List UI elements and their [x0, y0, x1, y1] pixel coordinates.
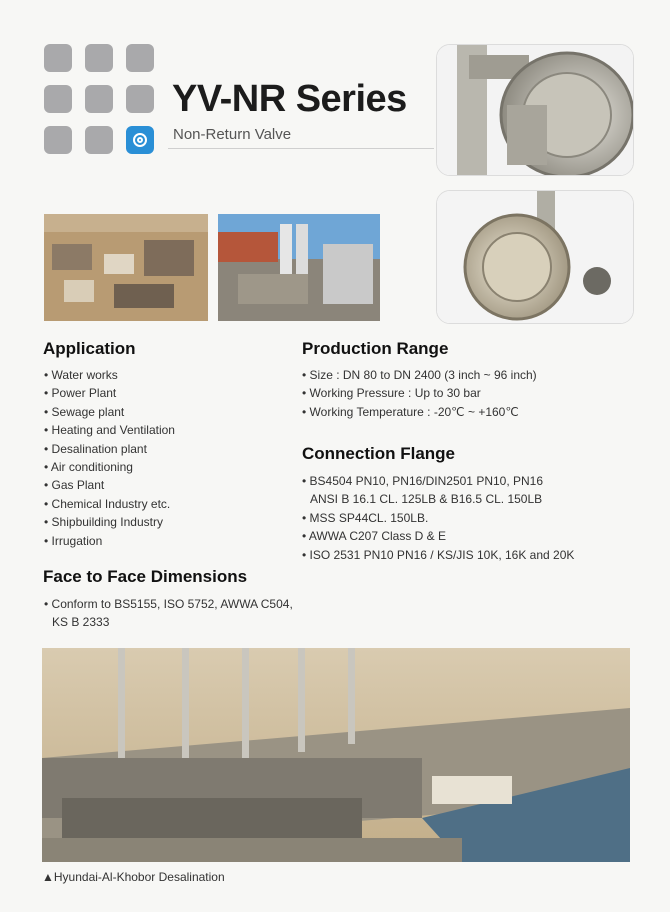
plant-photo-1	[44, 214, 208, 321]
list-item: • Working Pressure : Up to 30 bar	[302, 384, 537, 402]
grid-square	[44, 44, 72, 72]
list-item: • Sewage plant	[44, 403, 175, 421]
production-range-heading: Production Range	[302, 339, 449, 358]
plant-photo-2	[218, 214, 380, 321]
desalination-plant-photo	[42, 648, 630, 862]
connection-flange-list	[302, 472, 574, 564]
list-item: • ISO 2531 PN10 PN16 / KS/JIS 10K, 16K and 20K	[302, 546, 574, 564]
list-item: • MSS SP44CL. 150LB.	[302, 509, 574, 527]
list-item: • Irrugation	[44, 532, 175, 550]
list-item: • Shipbuilding Industry	[44, 513, 175, 531]
list-item: • Power Plant	[44, 384, 175, 402]
grid-square	[126, 44, 154, 72]
grid-square	[44, 126, 72, 154]
connection-flange-heading: Connection Flange	[302, 444, 455, 463]
list-item: • Gas Plant	[44, 476, 175, 494]
face-to-face-list	[44, 595, 293, 632]
list-item: • Conform to BS5155, ISO 5752, AWWA C504,	[44, 595, 293, 613]
triangle-marker-icon: ▲	[42, 870, 54, 884]
list-item: • Working Temperature : -20℃ ~ +160℃	[302, 403, 537, 421]
photo-caption	[42, 870, 225, 884]
grid-square	[85, 44, 113, 72]
list-item: • AWWA C207 Class D & E	[302, 527, 574, 545]
page-subtitle: Non-Return Valve	[173, 126, 292, 143]
application-list	[44, 366, 175, 550]
list-item: • Air conditioning	[44, 458, 175, 476]
list-item: • Chemical Industry etc.	[44, 495, 175, 513]
grid-square	[85, 126, 113, 154]
grid-square	[44, 85, 72, 113]
list-item: • Heating and Ventilation	[44, 421, 175, 439]
list-item-continuation: KS B 2333	[52, 615, 110, 630]
face-to-face-heading: Face to Face Dimensions	[43, 567, 248, 586]
application-heading: Application	[43, 339, 136, 358]
list-item-continuation: ANSI B 16.1 CL. 125LB & B16.5 CL. 150LB	[310, 492, 543, 507]
grid-square	[126, 85, 154, 113]
list-item: • Water works	[44, 366, 175, 384]
page-title: YV-NR Series	[172, 78, 407, 120]
target-icon	[126, 126, 154, 154]
list-item: • Size : DN 80 to DN 2400 (3 inch ~ 96 inch)	[302, 366, 537, 384]
valve-photo-2	[436, 190, 634, 324]
list-item: • Desalination plant	[44, 440, 175, 458]
list-item: • BS4504 PN10, PN16/DIN2501 PN10, PN16	[302, 472, 574, 490]
title-divider	[168, 148, 434, 149]
grid-square	[85, 85, 113, 113]
valve-photo-1	[436, 44, 634, 176]
caption-text: Hyundai-Al-Khobor Desalination	[53, 870, 225, 884]
production-range-list	[302, 366, 537, 421]
